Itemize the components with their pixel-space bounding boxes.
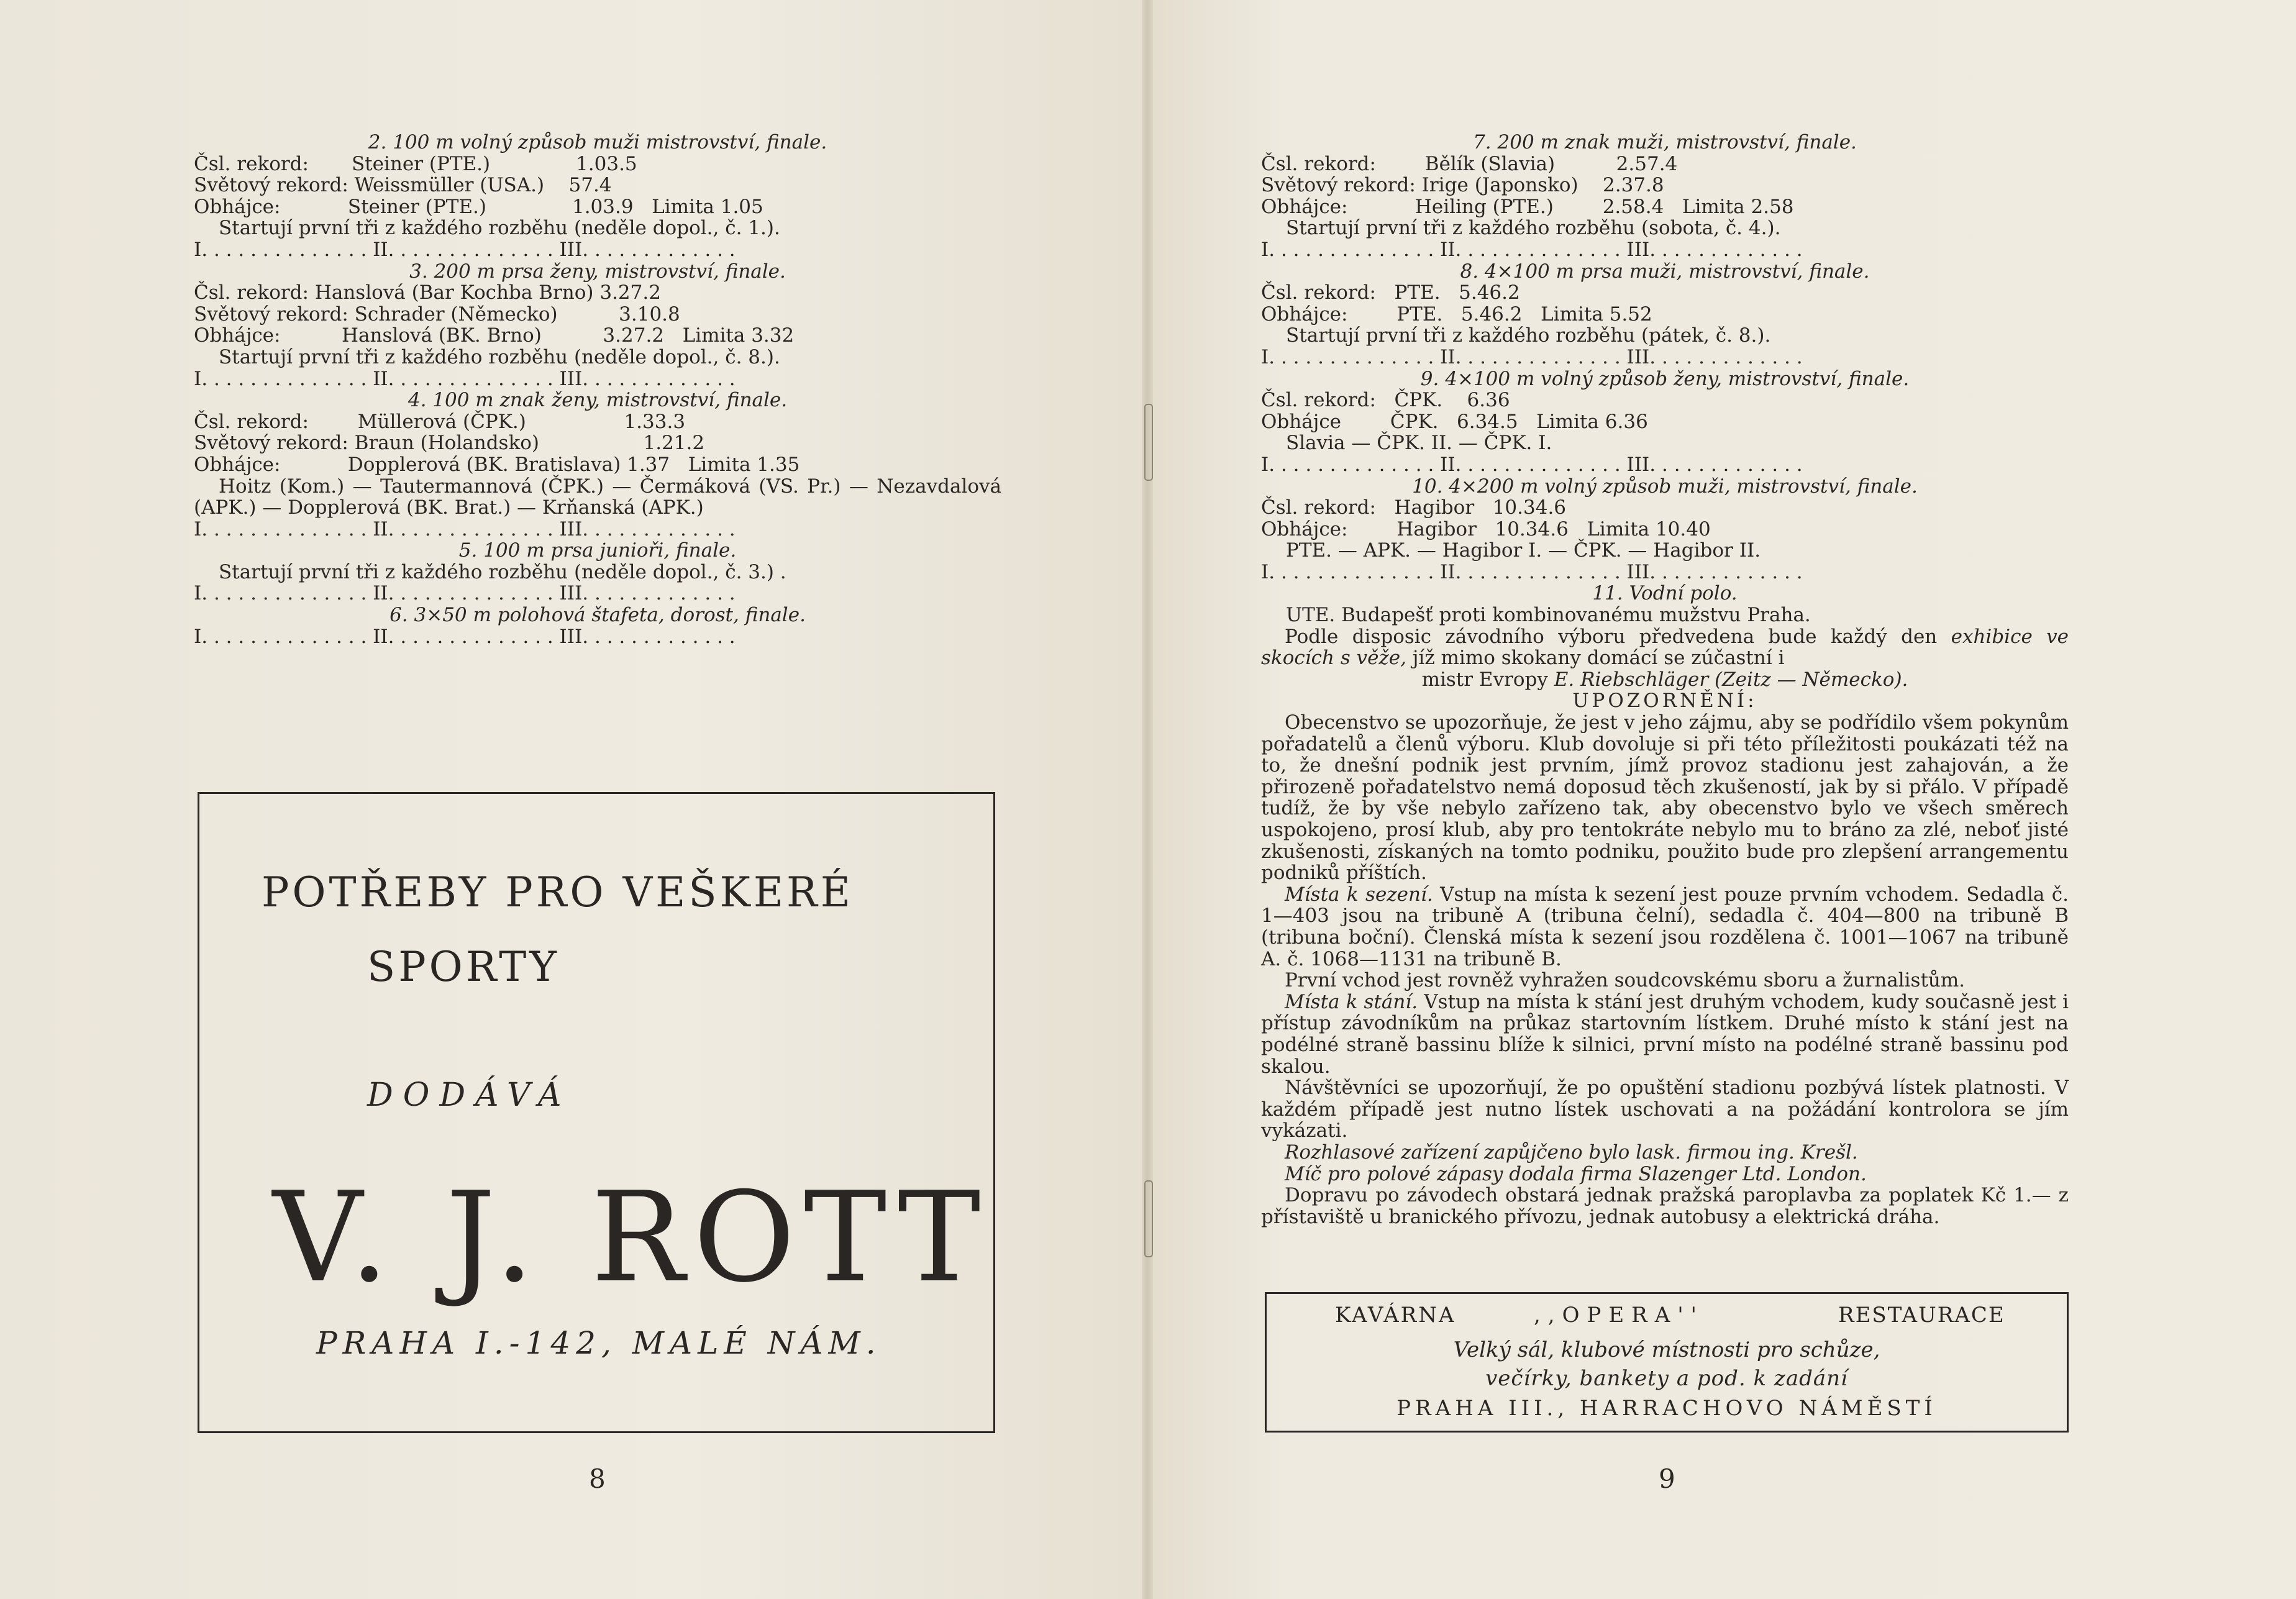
notice-paragraph [1261, 991, 2069, 1077]
placing-line: I. . . . . . . . . . . . . . II. . . . . . . . . . . . . . III. . . . . . . . . . . . . [194, 238, 736, 261]
paragraph-italic-lead: Rozhlasové zařízení zapůjčeno bylo lask. firmou ing. Krešl. [1285, 1141, 1858, 1164]
ad-company-name: V. J. ROTT [273, 1165, 990, 1310]
paragraph-text: Vstup na místa k stání jest druhým vchodem, kudy současně jest i přístup závodníkům na průkaz startovním lístkem. Druhé místo k stání jest na podélné straně bassinu blíže k silnici, první místo na podélné straně bassinu pod skalou. [1261, 990, 2069, 1078]
text-line: Čsl. rekord: PTE. 5.46.2 [1261, 281, 1520, 304]
paragraph-text: Dopravu po závodech obstará jednak pražská paroplavba za poplatek Kč 1.— z přístaviště u branického přívozu, jednak autobusy a elektrická dráha. [1261, 1184, 2069, 1228]
ad-supplies: DODÁVÁ [367, 1077, 572, 1114]
event-heading: 5. 100 m prsa junioři, finale. [458, 539, 737, 562]
event-note: UTE. Budapešť proti kombinovanému mužstvu Praha. [1286, 604, 1811, 627]
left-event-list [194, 132, 1001, 647]
text-line: Čsl. rekord: Müllerová (ČPK.) 1.33.3 [194, 410, 686, 433]
placing-line: I. . . . . . . . . . . . . . II. . . . . . . . . . . . . . III. . . . . . . . . . . . . [1261, 345, 1803, 368]
text-line: Obhájce: Dopplerová (BK. Bratislava) 1.37 Limita 1.35 [194, 453, 800, 476]
text-line: Obhájce: Hagibor 10.34.6 Limita 10.40 [1261, 517, 1711, 540]
ad-cafe-word: KAVÁRNA [1335, 1303, 1456, 1328]
ad-headline-2: SPORTY [367, 943, 560, 991]
placing-line: I. . . . . . . . . . . . . . II. . . . . . . . . . . . . . III. . . . . . . . . . . . . [1261, 238, 1803, 261]
event-note: Startují první tři z každého rozběhu (neděle dopol., č. 3.) . [219, 560, 786, 583]
placing-line: I. . . . . . . . . . . . . . II. . . . . . . . . . . . . . III. . . . . . . . . . . . . [194, 517, 736, 540]
text-line: Čsl. rekord: Steiner (PTE.) 1.03.5 [194, 152, 637, 175]
notice-paragraph [1261, 970, 2069, 991]
ad-address-line: PRAHA III., HARRACHOVO NÁMĚSTÍ [1396, 1396, 1937, 1421]
event-heading: 2. 100 m volný způsob muži mistrovství, finale. [368, 131, 827, 153]
text-line: Čsl. rekord: Hagibor 10.34.6 [1261, 496, 1567, 519]
event-note: PTE. — APK. — Hagibor I. — ČPK. — Hagibor II. [1286, 539, 1761, 562]
placing-line: I. . . . . . . . . . . . . . II. . . . . . . . . . . . . . III. . . . . . . . . . . . . [1261, 453, 1803, 476]
ad-hall-line: Velký sál, klubové místnosti pro schůze, [1453, 1337, 1880, 1362]
staple-icon [1144, 1180, 1153, 1257]
paragraph-text: Vstup na místa k sezení jest pouze prvním vchodem. Sedadla č. 1—403 jsou na tribuně A (tribuna čelní), sedadla č. 404—800 na tribuně B (tribuna boční). Členská místa k sezení jsou rozdělena č. 1001—1067 na tribuně A. č. 1068—1131 na tribuně B. [1261, 883, 2069, 970]
page-number-right: 9 [1659, 1464, 1675, 1494]
notice-paragraph [1261, 1164, 2069, 1185]
text-line: Obhájce: Hanslová (BK. Brno) 3.27.2 Limita 3.32 [194, 324, 795, 347]
text-line: Čsl. rekord: ČPK. 6.36 [1261, 389, 1510, 412]
ad-restaurant-word: RESTAURACE [1838, 1303, 2005, 1328]
ad-address: PRAHA I.-142, MALÉ NÁM. [316, 1325, 882, 1361]
notice-paragraph [1261, 884, 2069, 970]
notice-paragraphs [1261, 712, 2069, 1228]
right-events [1261, 132, 2069, 626]
placing-line: I. . . . . . . . . . . . . . II. . . . . . . . . . . . . . III. . . . . . . . . . . . . [194, 367, 736, 390]
staple-icon [1144, 404, 1153, 481]
event-note: Startují první tři z každého rozběhu (pátek, č. 8.). [1286, 324, 1771, 347]
right-event-list [1261, 132, 2069, 1228]
event-note: Startují první tři z každého rozběhu (sobota, č. 4.). [1286, 217, 1781, 240]
exhibition-champion: mistr Evropy E. Riebschläger (Zeitz — Německo). [1421, 668, 1908, 691]
notice-paragraph [1261, 1185, 2069, 1228]
text-line: Obhájce: Heiling (PTE.) 2.58.4 Limita 2.58 [1261, 195, 1794, 218]
event-heading: 11. Vodní polo. [1592, 582, 1738, 605]
paragraph-italic-lead: Míč pro polové zápasy dodala firma Slazenger Ltd. London. [1285, 1162, 1867, 1185]
event-note: Startují první tři z každého rozběhu (neděle dopol., č. 1.). [219, 217, 780, 240]
text-line: (APK.) — Dopplerová (BK. Brat.) — Krňanská (APK.) [194, 496, 704, 519]
text-line: Světový rekord: Irige (Japonsko) 2.37.8 [1261, 174, 1664, 197]
opera-advertisement [1265, 1292, 2069, 1433]
ad-opera-name: ,,OPERA'' [1534, 1303, 1705, 1328]
text-line: Světový rekord: Braun (Holandsko) 1.21.2 [194, 432, 705, 455]
event-note: Startují první tři z každého rozběhu (neděle dopol., č. 8.). [219, 345, 780, 368]
text-line: Čsl. rekord: Bělík (Slavia) 2.57.4 [1261, 152, 1678, 175]
page-number-left: 8 [589, 1464, 606, 1494]
paragraph-italic-lead: Místa k sezení. [1285, 883, 1433, 906]
placing-line: I. . . . . . . . . . . . . . II. . . . . . . . . . . . . . III. . . . . . . . . . . . . [194, 582, 736, 605]
notice-paragraph [1261, 1077, 2069, 1142]
event-heading: 6. 3×50 m polohová štafeta, dorost, finale. [390, 604, 806, 627]
exhibition-paragraph: Podle disposic závodního výboru předvedena bude každý den exhibice ve skocích s věže, jíž mimo skokany domácí se zúčastní i [1261, 625, 2069, 670]
text-line: Obhájce ČPK. 6.34.5 Limita 6.36 [1261, 410, 1648, 433]
binding-gutter [1142, 0, 1153, 1599]
event-heading: 10. 4×200 m volný způsob muži, mistrovství, finale. [1412, 475, 1918, 498]
text-line: Čsl. rekord: Hanslová (Bar Kochba Brno) 3.27.2 [194, 281, 661, 304]
text-line: Světový rekord: Weissmüller (USA.) 57.4 [194, 174, 612, 197]
paragraph-italic-lead: Místa k stání. [1285, 990, 1418, 1013]
ad-events-line: večírky, bankety a pod. k zadání [1485, 1366, 1848, 1391]
ad-headline: POTŘEBY PRO VEŠKERÉ [262, 868, 854, 916]
notice-paragraph [1261, 712, 2069, 884]
paragraph-text: Návštěvníci se upozorňují, že po opuštění stadionu pozbývá lístek platnosti. V každém případě jest nutno lístek uschovati a na požádání kontrolora se jím vykázati. [1261, 1077, 2069, 1142]
placing-line: I. . . . . . . . . . . . . . II. . . . . . . . . . . . . . III. . . . . . . . . . . . . [194, 625, 736, 648]
event-heading: 4. 100 m znak ženy, mistrovství, finale. [408, 389, 788, 412]
text-line: Světový rekord: Schrader (Německo) 3.10.8 [194, 303, 680, 326]
event-heading: 9. 4×100 m volný způsob ženy, mistrovství, finale. [1420, 367, 1910, 390]
placing-line: I. . . . . . . . . . . . . . II. . . . . . . . . . . . . . III. . . . . . . . . . . . . [1261, 560, 1803, 583]
text-line: Obhájce: Steiner (PTE.) 1.03.9 Limita 1.05 [194, 195, 763, 218]
event-heading: 8. 4×100 m prsa muži, mistrovství, finale. [1460, 260, 1870, 283]
notice-heading: UPOZORNĚNÍ: [1572, 690, 1757, 713]
event-heading: 3. 200 m prsa ženy, mistrovství, finale. [409, 260, 786, 283]
paragraph-text: Obecenstvo se upozorňuje, že jest v jeho zájmu, aby se podřídilo všem pokynům pořadatelů a členů výboru. Klub dovoluje si při této příležitosti poukázati též na to, že dnešní podnik jest prvním, jímž provoz stadionu jest zahajován, a že přirozeně pořadatelstvo nemá doposud těch zkušeností, jak by si přálo. V případě tudíž, že by vše nebylo zařízeno tak, aby obecenstvo bylo ve všech směrech uspokojeno, prosí klub, aby pro tentokráte nebylo mu to bráno za zlé, neboť jisté zkušenosti, získaných na tomto podniku, použito bude pro zlepšení arrangementu podniků příštích. [1261, 711, 2069, 885]
rott-advertisement [198, 792, 995, 1433]
notice-paragraph [1261, 1142, 2069, 1164]
entrants-line: Hoitz (Kom.) — Tautermannová (ČPK.) — Čermáková (VS. Pr.) — Nezavdalová [219, 475, 1001, 498]
paragraph-text: První vchod jest rovněž vyhražen soudcovskému sboru a žurnalistům. [1285, 969, 1966, 992]
event-heading: 7. 200 m znak muži, mistrovství, finale. [1473, 131, 1857, 153]
event-note: Slavia — ČPK. II. — ČPK. I. [1286, 432, 1552, 455]
text-line: Obhájce: PTE. 5.46.2 Limita 5.52 [1261, 303, 1652, 326]
